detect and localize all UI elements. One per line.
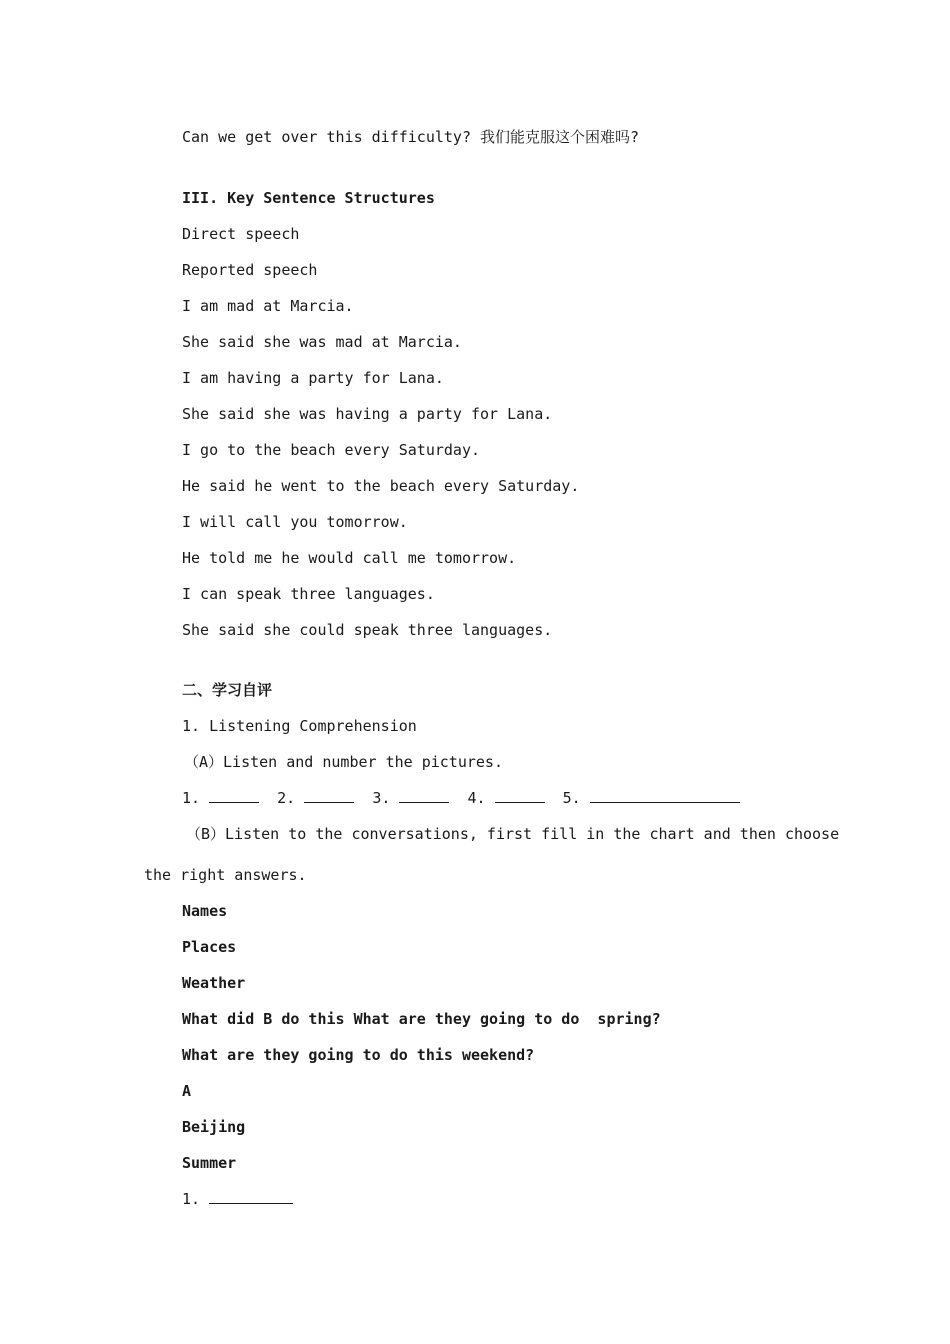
blank-label: 5.	[562, 789, 581, 807]
answer-blank[interactable]	[304, 788, 354, 803]
chart-cell: Beijing	[182, 1118, 246, 1136]
blank-label: 4.	[467, 789, 486, 807]
chart-row-label: What are they going to do this weekend?	[182, 1046, 535, 1064]
chart-answer-line	[182, 1188, 293, 1210]
sentence-line: She said she was having a party for Lana.	[182, 405, 553, 423]
chart-cell: A	[182, 1082, 192, 1100]
blank-label: 3.	[372, 789, 391, 807]
listening-item-title: 1. Listening Comprehension	[182, 717, 417, 735]
chart-row-label: Weather	[182, 974, 246, 992]
answer-blank[interactable]	[209, 1189, 293, 1204]
sentence-line: She said she was mad at Marcia.	[182, 333, 462, 351]
answer-blank[interactable]	[590, 788, 740, 803]
answer-blanks-row	[182, 787, 740, 809]
column-label-direct: Direct speech	[182, 225, 300, 243]
vocab-example: Can we get over this difficulty? 我们能克服这个困难吗?	[182, 128, 640, 146]
sentence-line: I go to the beach every Saturday.	[182, 441, 481, 459]
sentence-line: I will call you tomorrow.	[182, 513, 408, 531]
sentence-line: She said she could speak three languages.	[182, 621, 553, 639]
answer-blank[interactable]	[495, 788, 545, 803]
part-b-instruction-cont: the right answers.	[144, 866, 307, 884]
chart-row-label: Names	[182, 902, 228, 920]
blank-label: 1.	[182, 789, 201, 807]
sentence-line: He said he went to the beach every Saturday.	[182, 477, 580, 495]
section-heading-key-sentences: III. Key Sentence Structures	[182, 189, 435, 207]
sentence-line: He told me he would call me tomorrow.	[182, 549, 517, 567]
answer-blank[interactable]	[399, 788, 449, 803]
chart-row-label: What did B do this What are they going to do spring?	[182, 1010, 661, 1028]
chart-row-label: Places	[182, 938, 237, 956]
chart-cell: Summer	[182, 1154, 237, 1172]
sentence-line: I can speak three languages.	[182, 585, 435, 603]
part-a-instruction: （A）Listen and number the pictures.	[184, 753, 503, 771]
answer-blank[interactable]	[209, 788, 259, 803]
sentence-line: I am having a party for Lana.	[182, 369, 444, 387]
sentence-line: I am mad at Marcia.	[182, 297, 354, 315]
column-label-reported: Reported speech	[182, 261, 318, 279]
blank-label: 1.	[182, 1190, 201, 1208]
section-heading-self-eval: 二、学习自评	[182, 681, 273, 699]
blank-label: 2.	[277, 789, 296, 807]
part-b-instruction: （B）Listen to the conversations, first fill in the chart and then choose	[186, 825, 840, 843]
